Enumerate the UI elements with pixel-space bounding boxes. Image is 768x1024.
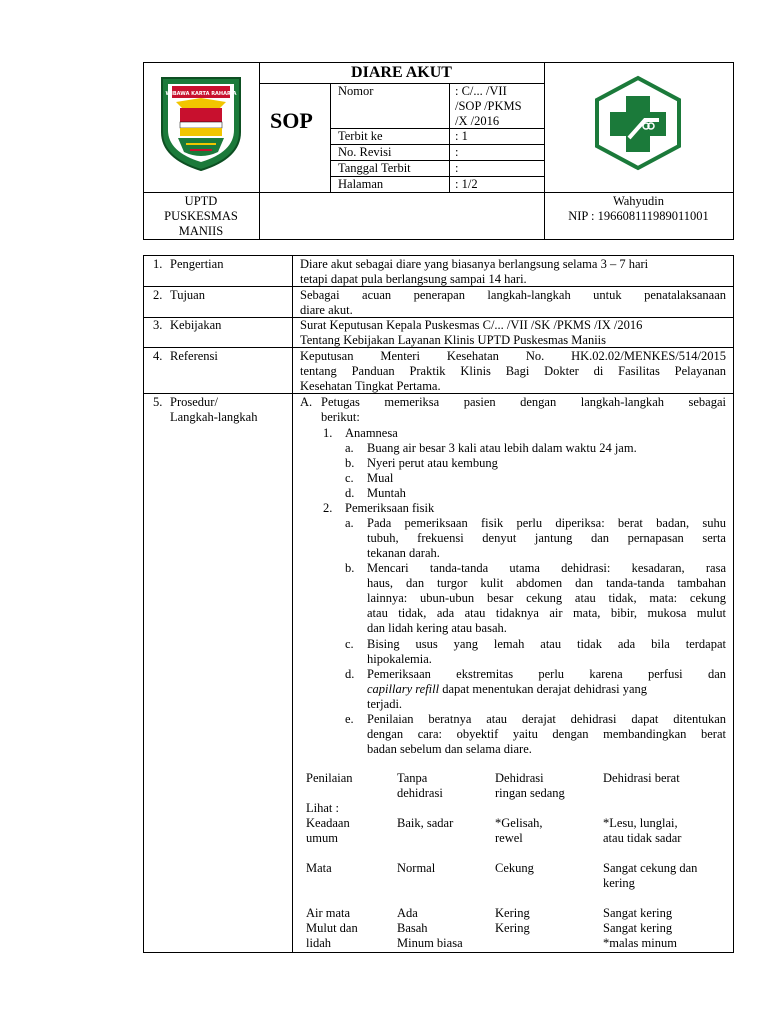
anamnesa-a-marker: a. <box>345 441 354 455</box>
field-label-terbit: Terbit ke <box>338 129 383 143</box>
assessment-row-1-c3-2: rewel <box>495 831 523 845</box>
assessment-row-2-c2: Normal <box>397 861 436 875</box>
procedure-marker-a: A. <box>300 395 313 409</box>
field-label-revisi: No. Revisi <box>338 145 392 159</box>
anamnesa-a-text: Buang air besar 3 kali atau lebih dalam waktu 24 jam. <box>367 441 637 455</box>
sop-label: SOP <box>270 108 313 133</box>
field-value-nomor-2: /SOP /PKMS <box>455 99 522 113</box>
org-name-3: MANIIS <box>178 224 224 238</box>
signer-nip: NIP : 196608111989011001 <box>568 209 709 223</box>
org-name-2: PUSKESMAS <box>164 209 238 223</box>
field-value-nomor-3: /X /2016 <box>455 114 500 128</box>
fisik-b-line-2: haus, dan turgor kulit abdomen dan tanda-tanda tambahan <box>367 576 726 590</box>
assessment-row-3-c3-1: Kering <box>495 906 530 920</box>
fisik-b-line-1: Mencari tanda-tanda utama dehidrasi: kesadaran, rasa <box>367 561 726 575</box>
step-2-label: Pemeriksaan fisik <box>345 501 435 515</box>
section-text-tujuan-2: diare akut. <box>300 303 353 317</box>
fisik-b-marker: b. <box>345 561 355 575</box>
fisik-d-marker: d. <box>345 667 355 681</box>
step-1-label: Anamnesa <box>345 426 398 440</box>
fisik-e-line-2: dengan cara: obyektif yaitu dengan membandingkan berat <box>367 727 726 741</box>
assessment-row-3-c1-3: lidah <box>306 936 331 950</box>
fisik-e-line-3: badan sebelum dan selama diare. <box>367 742 532 756</box>
fisik-d-line-2-rest: dapat menentukan derajat dehidrasi yang <box>442 682 648 696</box>
anamnesa-c-marker: c. <box>345 471 354 485</box>
section-label-prosedur-2: Langkah-langkah <box>170 410 258 424</box>
assessment-row-2-c4-2: kering <box>603 876 635 890</box>
assessment-row-3-c4-2: Sangat kering <box>603 921 673 935</box>
assessment-row-2-c3: Cekung <box>495 861 534 875</box>
assessment-header-berat: Dehidrasi berat <box>603 771 680 785</box>
section-no-2: 2. <box>153 288 163 302</box>
step-2-no: 2. <box>323 501 333 515</box>
assessment-row-1-c2: Baik, sadar <box>397 816 454 830</box>
anamnesa-d-text: Muntah <box>367 486 406 500</box>
assessment-row-3-c4-3: *malas minum <box>603 936 677 950</box>
section-text-pengertian-1: Diare akut sebagai diare yang biasanya berlangsung selama 3 – 7 hari <box>300 257 649 271</box>
anamnesa-b-marker: b. <box>345 456 355 470</box>
assessment-row-2-c1: Mata <box>306 861 332 875</box>
assessment-row-2-c4-1: Sangat cekung dan <box>603 861 698 875</box>
fisik-a-marker: a. <box>345 516 354 530</box>
procedure-a-text-1: Petugas memeriksa pasien dengan langkah-langkah sebagai <box>321 395 726 409</box>
section-label-tujuan: Tujuan <box>170 288 205 302</box>
assessment-row-3-c2-2: Basah <box>397 921 428 935</box>
section-label-pengertian: Pengertian <box>170 257 224 271</box>
fisik-a-line-1: Pada pemeriksaan fisik perlu diperiksa: berat badan, suhu <box>367 516 726 530</box>
section-label-kebijakan: Kebijakan <box>170 318 222 332</box>
assessment-row-3-c2-1: Ada <box>397 906 418 920</box>
section-text-pengertian-2: tetapi dapat pula berlangsung sampai 14 hari. <box>300 272 527 286</box>
section-text-kebijakan-2: Tentang Kebijakan Layanan Klinis UPTD Puskesmas Maniis <box>300 333 607 347</box>
assessment-row-1-c1-2: umum <box>306 831 338 845</box>
section-no-3: 3. <box>153 318 163 332</box>
section-text-referensi-2: tentang Panduan Praktik Klinis Bagi Dokter di Fasilitas Pelayanan <box>300 364 726 378</box>
field-label-nomor: Nomor <box>338 84 374 98</box>
procedure-a-text-2: berikut: <box>321 410 360 424</box>
step-1-no: 1. <box>323 426 333 440</box>
assessment-header-tanpa-2: dehidrasi <box>397 786 443 800</box>
fisik-d-line-1: Pemeriksaan ekstremitas perlu karena perfusi dan <box>367 667 726 681</box>
fisik-a-line-3: tekanan darah. <box>367 546 440 560</box>
assessment-header-ringan-1: Dehidrasi <box>495 771 544 785</box>
fisik-b-line-4: atau tidak, ada atau tidaknya air mata, bibir, mukosa mulut <box>367 606 726 620</box>
field-value-revisi: : <box>455 145 459 159</box>
anamnesa-c-text: Mual <box>367 471 394 485</box>
regency-logo <box>158 74 244 172</box>
section-text-referensi-3: Kesehatan Tingkat Pertama. <box>300 379 441 393</box>
fisik-e-marker: e. <box>345 712 354 726</box>
fisik-e-line-1: Penilaian beratnya atau derajat dehidrasi dapat ditentukan <box>367 712 726 726</box>
field-value-halaman: : 1/2 <box>455 177 478 191</box>
assessment-header-tanpa-1: Tanpa <box>397 771 428 785</box>
section-text-kebijakan-1: Surat Keputusan Kepala Puskesmas C/... /VII /SK /PKMS /IX /2016 <box>300 318 643 332</box>
section-no-4: 4. <box>153 349 163 363</box>
field-label-tanggal: Tanggal Terbit <box>338 161 411 175</box>
fisik-b-line-3: lainnya: ubun-ubun besar cekung atau tidak, mata: cekung <box>367 591 726 605</box>
section-label-referensi: Referensi <box>170 349 218 363</box>
assessment-row-3-c3-2: Kering <box>495 921 530 935</box>
field-value-terbit: : 1 <box>455 129 468 143</box>
field-value-tanggal: : <box>455 161 459 175</box>
document-title: DIARE AKUT <box>351 64 452 81</box>
section-text-referensi-1: Keputusan Menteri Kesehatan No. HK.02.02/MENKES/514/2015 <box>300 349 726 363</box>
field-label-halaman: Halaman <box>338 177 384 191</box>
anamnesa-b-text: Nyeri perut atau kembung <box>367 456 498 470</box>
assessment-row-1-c4-2: atau tidak sadar <box>603 831 682 845</box>
fisik-c-marker: c. <box>345 637 354 651</box>
assessment-row-1-c1-1: Keadaan <box>306 816 350 830</box>
assessment-header-penilaian: Penilaian <box>306 771 353 785</box>
signer-name: Wahyudin <box>612 194 665 208</box>
fisik-d-line-2 <box>367 682 726 697</box>
fisik-c-line-1: Bising usus yang lemah atau tidak ada bila terdapat <box>367 637 726 651</box>
section-no-5: 5. <box>153 395 163 409</box>
section-text-tujuan-1: Sebagai acuan penerapan langkah-langkah untuk penatalaksanaan <box>300 288 726 302</box>
field-value-nomor-1: : C/... /VII <box>455 84 507 98</box>
assessment-row-3-c1-1: Air mata <box>306 906 351 920</box>
assessment-row-1-c3-1: *Gelisah, <box>495 816 543 830</box>
assessment-lihat: Lihat : <box>306 801 339 815</box>
fisik-b-line-5: dan lidah kering atau basah. <box>367 621 507 635</box>
assessment-header-ringan-2: ringan sedang <box>495 786 565 800</box>
puskesmas-logo <box>591 74 685 172</box>
fisik-c-line-2: hipokalemia. <box>367 652 432 666</box>
assessment-row-1-c4-1: *Lesu, lunglai, <box>603 816 678 830</box>
regency-logo-text: WIBAWA KARTA RAHARJA <box>165 91 237 97</box>
section-no-1: 1. <box>153 257 163 271</box>
assessment-row-3-c2-3: Minum biasa <box>397 936 463 950</box>
fisik-a-line-2: tubuh, frekuensi denyut jantung dan pernapasan serta <box>367 531 726 545</box>
assessment-row-3-c4-1: Sangat kering <box>603 906 673 920</box>
capillary-refill-italic: capillary refill <box>367 682 440 696</box>
org-name-1: UPTD <box>184 194 218 208</box>
anamnesa-d-marker: d. <box>345 486 355 500</box>
assessment-row-3-c1-2: Mulut dan <box>306 921 358 935</box>
section-label-prosedur: Prosedur/ <box>170 395 218 409</box>
fisik-d-line-3: terjadi. <box>367 697 403 711</box>
